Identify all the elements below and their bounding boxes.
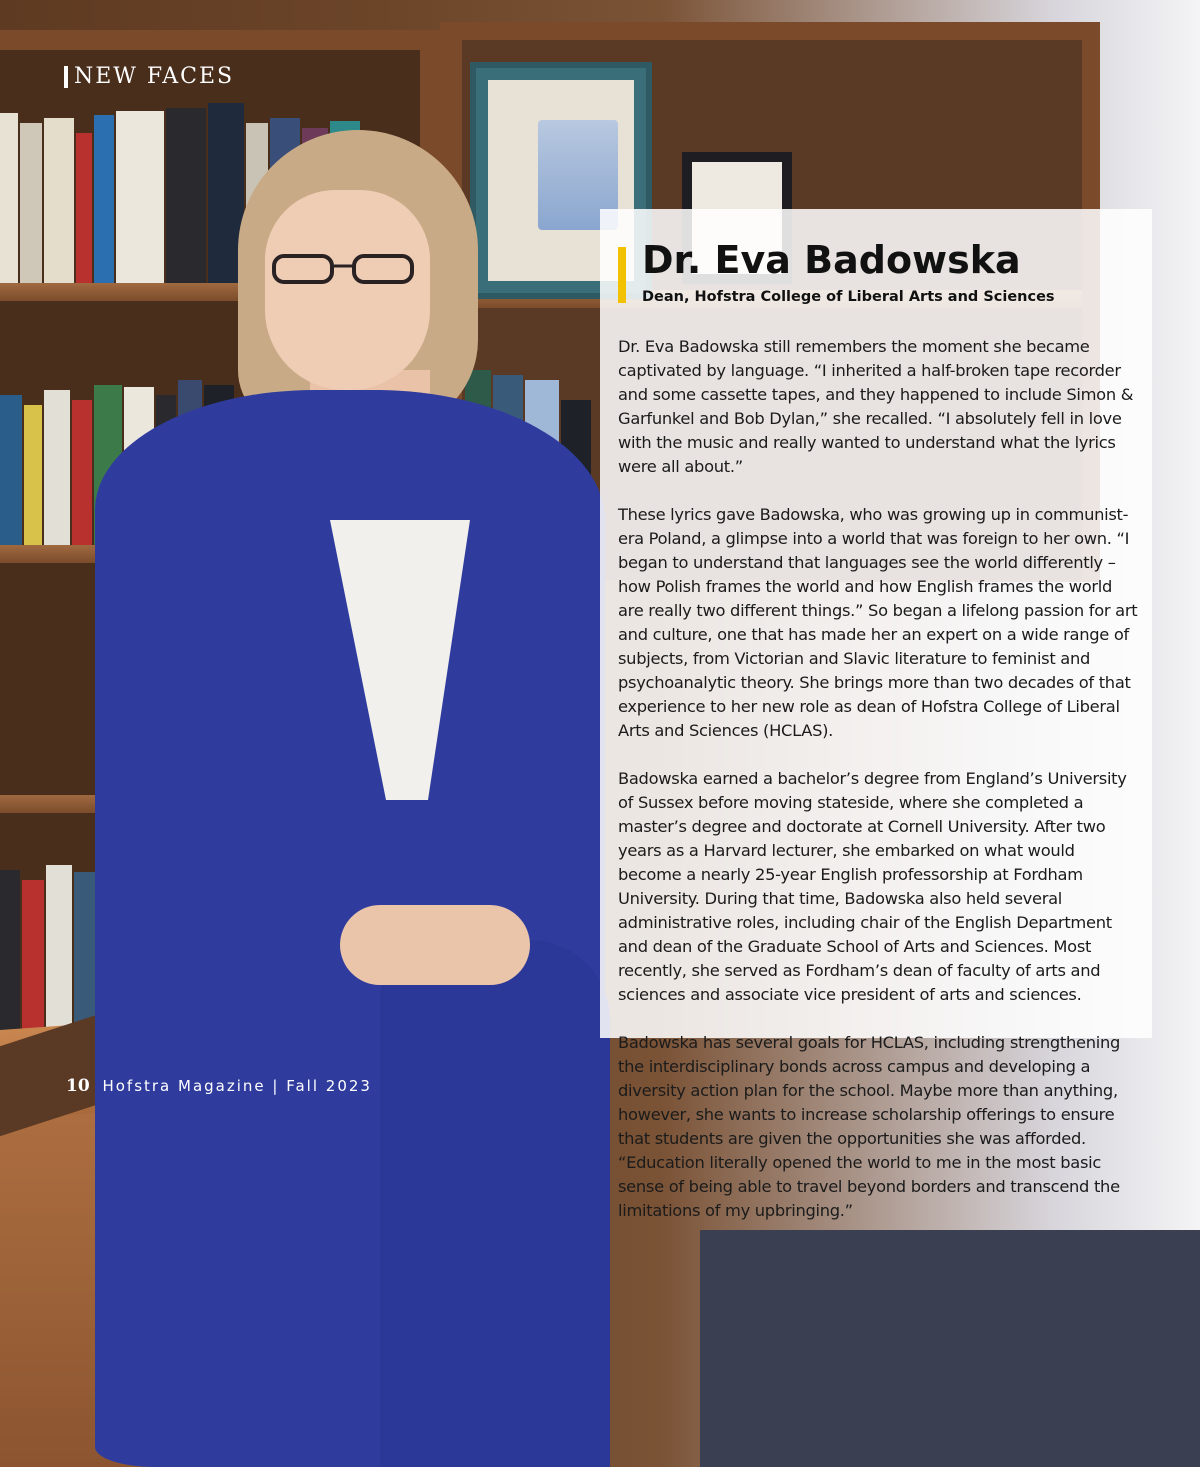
article-body	[618, 335, 1138, 1247]
paragraph: Dr. Eva Badowska still remembers the moment she became captivated by language. “I inherited a half-broken tape recorder and some cassette tapes, and they happened to include Simon & Garfunkel and Bob Dylan,” she recalled. “I absolutely fell in love with the music and really wanted to understand what the lyrics were all about.”	[618, 337, 1134, 476]
carpet	[700, 1230, 1200, 1467]
article-title: Dr. Eva Badowska	[642, 238, 1021, 282]
article-panel	[600, 209, 1152, 1220]
section-label: NEW FACES	[74, 64, 235, 89]
publication-name: Hofstra Magazine | Fall 2023	[102, 1077, 372, 1095]
page-footer	[66, 1076, 372, 1096]
face	[265, 190, 430, 390]
accent-bar	[618, 247, 626, 303]
section-bar	[64, 66, 68, 88]
section-tag	[64, 64, 234, 89]
paragraph: These lyrics gave Badowska, who was growing up in communist-era Poland, a glimpse into a world that was foreign to her own. “I began to understand that languages see the world differently – how Polish frames the world and how English frames the world are really two different things.” So began a lifelong passion for art and culture, one that has made her an expert on a wide range of subjects, from Victorian and Slavic literature to feminist and psychoanalytic theory. She brings more than two decades of that experience to her new role as dean of Hofstra College of Liberal Arts and Sciences (HCLAS).	[618, 505, 1138, 740]
suit-trousers	[380, 940, 610, 1467]
article-subtitle: Dean, Hofstra College of Liberal Arts and Sciences	[642, 289, 1055, 305]
hands	[340, 905, 530, 985]
glasses-icon	[270, 252, 420, 286]
paragraph: Badowska has several goals for HCLAS, including strengthening the interdisciplinary bonds across campus and developing a diversity action plan for the school. Maybe more than anything, however, she wants to increase scholarship offerings to ensure that students are given the opportunities she was afforded. “Education literally opened the world to me in the most basic sense of being able to travel beyond borders and transcend the limitations of my upbringing.”	[618, 1033, 1121, 1220]
page-number: 10	[66, 1076, 90, 1096]
article-header	[618, 237, 1055, 305]
paragraph: Badowska earned a bachelor’s degree from England’s University of Sussex before moving stateside, where she completed a master’s degree and doctorate at Cornell University. After two years as a Harvard lecturer, she embarked on what would become a nearly 25-year English professorship at Fordham University. During that time, Badowska also held several administrative roles, including chair of the English Department and dean of the Graduate School of Arts and Sciences. Most recently, she served as Fordham’s dean of faculty of arts and sciences and associate vice president of arts and sciences.	[618, 769, 1127, 1004]
